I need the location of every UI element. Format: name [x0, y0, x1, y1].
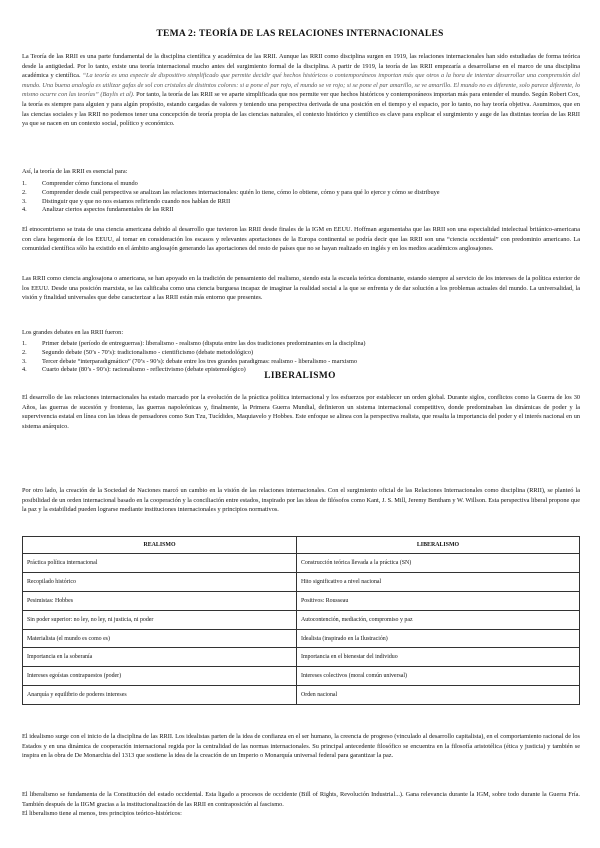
uses-heading: Así, la teoría de las RRII es esencial para:	[22, 168, 128, 175]
table-cell: Pesimistas: Hobbes	[23, 591, 297, 610]
debates-heading: Los grandes debates en las RRII fueron:	[22, 329, 124, 336]
closing-paragraph-3: El liberalismo tiene al menos, tres principios teórico-históricos:	[22, 810, 182, 817]
table-header-cell: REALISMO	[23, 537, 297, 554]
realism-paragraph-2: Por otro lado, la creación de la Sociedad de Naciones marcó un cambio en la visión de las relaciones internacionales. Con el surgimiento oficial de las Relaciones Internacionales como disciplina (RRII), se planteó la posibilidad de un orden internacional basado en la cooperación y la conciliación entre estados, inspirado por las ideas de filósofos como Kant, J. S. Mill, Jeremy Bentham y W. Willson. Esta perspectiva liberal propone que la paz y la estabilidad pueden lograrse mediante instituciones internacionales y principios normativos.	[22, 487, 580, 514]
table-cell: Intereses colectivos (moral común universal)	[297, 667, 580, 686]
context-paragraph-1: El etnocentrismo se trata de una ciencia americana debido al desarrollo que tuvieron las RRII desde finales de la IGM en EEUU. Hoffman argumentaba que las RRII son una especialidad intelectual británico-americana con clara hegemonía de los EEUU, al tomar en consideración los escasos y relevantes aportaciones de la Europa continental se podría decir que las RRII son una “ciencia occidental” con predominio americano. La comunidad científica sólo ha existido en el ámbito anglosajón generando las aportaciones del resto de países que no se hayan realizado en inglés y en los medios académicos anglosajones.	[22, 226, 580, 253]
list-item: 3. Distinguir que y que no nos estamos refiriendo cuando nos hablan de RRII	[22, 197, 231, 205]
table-cell: Importancia en el bienestar del individuo	[297, 648, 580, 667]
table-row	[23, 554, 580, 573]
table-row	[23, 572, 580, 591]
table-row	[23, 629, 580, 648]
table-cell: Hito significativo a nivel nacional	[297, 572, 580, 591]
table-row	[23, 591, 580, 610]
context-paragraph-2: Las RRII como ciencia anglosajona o americana, se han apoyado en la tradición de pensamiento del realismo, siendo esta la escuela teórica dominante, estando siempre al servicio de los intereses de la política exterior de los EEUU. Desde una posición marxista, se las calificaba como una ciencia burguesa incapaz de imaginar la realidad social a la que se enfrenta y de dar solución a los problemas actuales del mundo. La universalidad, la visión y finalidad universales que debe caracterizar a las RRII están más entorno que presentes.	[22, 275, 580, 302]
table-header-cell: LIBERALISMO	[297, 537, 580, 554]
intro-quote: “La teoría es una especie de dispositivo simplificado que permite decidir qué hechos históricos o contemporáneos importan más que otros a la hora de intentar desarrollar una comprensión del mundo. Una buena analogía es utilizar gafas de sol con cristales de distintos colores: si a pone el par rojo, el mundo se ve rojo; si se pone el par amarillo, se ve amarillo. El mundo no es diferente, solo parece diferente, lo mismo ocurre con las teorías” (Baylis et al).	[22, 72, 580, 99]
debates-list	[22, 340, 580, 375]
list-item: 4. Analizar ciertos aspectos fundamentales de las RRII	[22, 206, 174, 214]
table-cell: Anarquía y equilibrio de poderes intereses	[23, 686, 297, 705]
comparison-table	[22, 536, 580, 705]
closing-paragraph-2: El liberalismo se fundamenta de la Constitución del estado occidental. Esta ligado a procesos de occidente (Bill of Rights, Revolución Industrial...). Gana relevancia durante la IGM, sobre todo durante la Guerra Fría. También después de la IIGM gracias a la institucionalización de las RRII en contraposición al fascismo.	[22, 791, 580, 808]
list-item: 1. Primer debate (período de entreguerras): liberalismo - realismo (disputa entre las dos tradiciones predominantes en la disciplina)	[22, 340, 366, 347]
table-cell: Positivos: Rousseau	[297, 591, 580, 610]
table-cell: Práctica política internacional	[23, 554, 297, 573]
list-item: 1. Comprender cómo funciona el mundo	[22, 180, 138, 187]
list-item: 4. Cuarto debate (80’s - 90’s): racionalismo - reflectivismo (debate epistemológico)	[22, 366, 246, 374]
table-row	[23, 648, 580, 667]
closing-paragraph-1: El idealismo surge con el inicio de la disciplina de las RRII. Los idealistas parten de la idea de confianza en el ser humano, la creencia de progreso (vinculado al desarrollo capitalista), en el comportamiento racional de los Estados y en una dinámica de cooperación internacional regida por la centralidad de las normas internacionales. Su principal antecedente filosófico se encuentra en la filosofía aristotélica (ética y justicia) y también se inspira en la obra de De Monarchia del 1313 que sostiene la idea de la creación de un Imperio o Monarquía universal federal para garantizar la paz.	[22, 733, 580, 760]
list-item: 2. Comprender desde cuál perspectiva se analizan las relaciones internacionales: quién lo tiene, cómo lo obtiene, cómo y para qué lo ejerce y cómo se distribuye	[22, 188, 440, 196]
table-cell: Intereses egoístas contrapuestos (poder)	[23, 667, 297, 686]
table-header-row	[23, 537, 580, 554]
intro-paragraph	[22, 52, 580, 129]
realism-paragraph-1: El desarrollo de las relaciones internacionales ha estado marcado por la evolución de la práctica política internacional y los esfuerzos por establecer un orden global. Durante siglos, conflictos como la Guerra de los 30 Años, las guerras de sucesión y fronteras, las guerras napoleónicas y, finalmente, la Primera Guerra Mundial, definieron un sistema internacional competitivo, donde predominaban las dinámicas de poder y la supervivencia estatal en línea con las ideas de pensadores como Sun Tzu, Tucídides, Maquiavelo y Hobbes. Este enfoque se alinea con la perspectiva realista, que resalta la importancia del poder y el interés nacional en un sistema anárquico.	[22, 394, 580, 430]
table-row	[23, 610, 580, 629]
section-title: LIBERALISMO	[264, 371, 336, 381]
table-row	[23, 686, 580, 705]
intro-text-continued: Por tanto, la teoría de las RRII se ve aparte simplificada que nos permite ver que hechos históricos y contemporáneos importan más para entender el mundo. Según Robert Cox, la teoría es siempre para alguien y para algún propósito, estando cargadas de valores y teniendo una perspectiva derivada de una posición en el tiempo y el espacio, por lo tanto, no hay teoría objetiva. Asumimos, que en las ciencias sociales y las RRII no podemos tener una concepción de teoría propia de las ciencias naturales, el contexto histórico y científico es clave para explicar el surgimiento y auge de las distintas teorías de las RRII ya que se nacen en un contexto social, político y económico.	[22, 91, 580, 128]
table-cell: Construcción teórica llevada a la práctica (SN)	[297, 554, 580, 573]
table-cell: Autocontención, mediación, compromiso y paz	[297, 610, 580, 629]
table-cell: Orden nacional	[297, 686, 580, 705]
uses-list	[22, 180, 580, 215]
table-cell: Sin poder superior: no ley, no ley, ni justicia, ni poder	[23, 610, 297, 629]
table-cell: Materialista (el mundo es como es)	[23, 629, 297, 648]
table-cell: Idealista (inspirado en la Ilustración)	[297, 629, 580, 648]
table-cell: Recopilado histórico	[23, 572, 297, 591]
intro-text: La Teoría de las RRII es una parte fundamental de la disciplina científica y académica de las RRII. Aunque las RRII como disciplina surgen en 1919, las relaciones internacionales han sido estudiadas de forma teórica desde la antigüedad. Por lo tanto, existe una teoría internacional mucho antes del surgimiento formal de la disciplina. A partir de 1919, la teoría de las RRII empezaría a desarrollarse en el marco de una disciplina académica y científica.	[22, 53, 580, 80]
table-row	[23, 667, 580, 686]
document-title: TEMA 2: TEORÍA DE LAS RELACIONES INTERNACIONALES	[156, 28, 444, 39]
list-item: 2. Segundo debate (50’s - 70’s): tradicionalismo - cientificismo (debate metodológico)	[22, 348, 254, 356]
table-cell: Importancia en la soberanía	[23, 648, 297, 667]
list-item: 3. Tercer debate “interparadigmático” (70’s - 90’s): debate entre los tres grandes paradigmas: realismo - liberalismo - marxismo	[22, 357, 357, 365]
